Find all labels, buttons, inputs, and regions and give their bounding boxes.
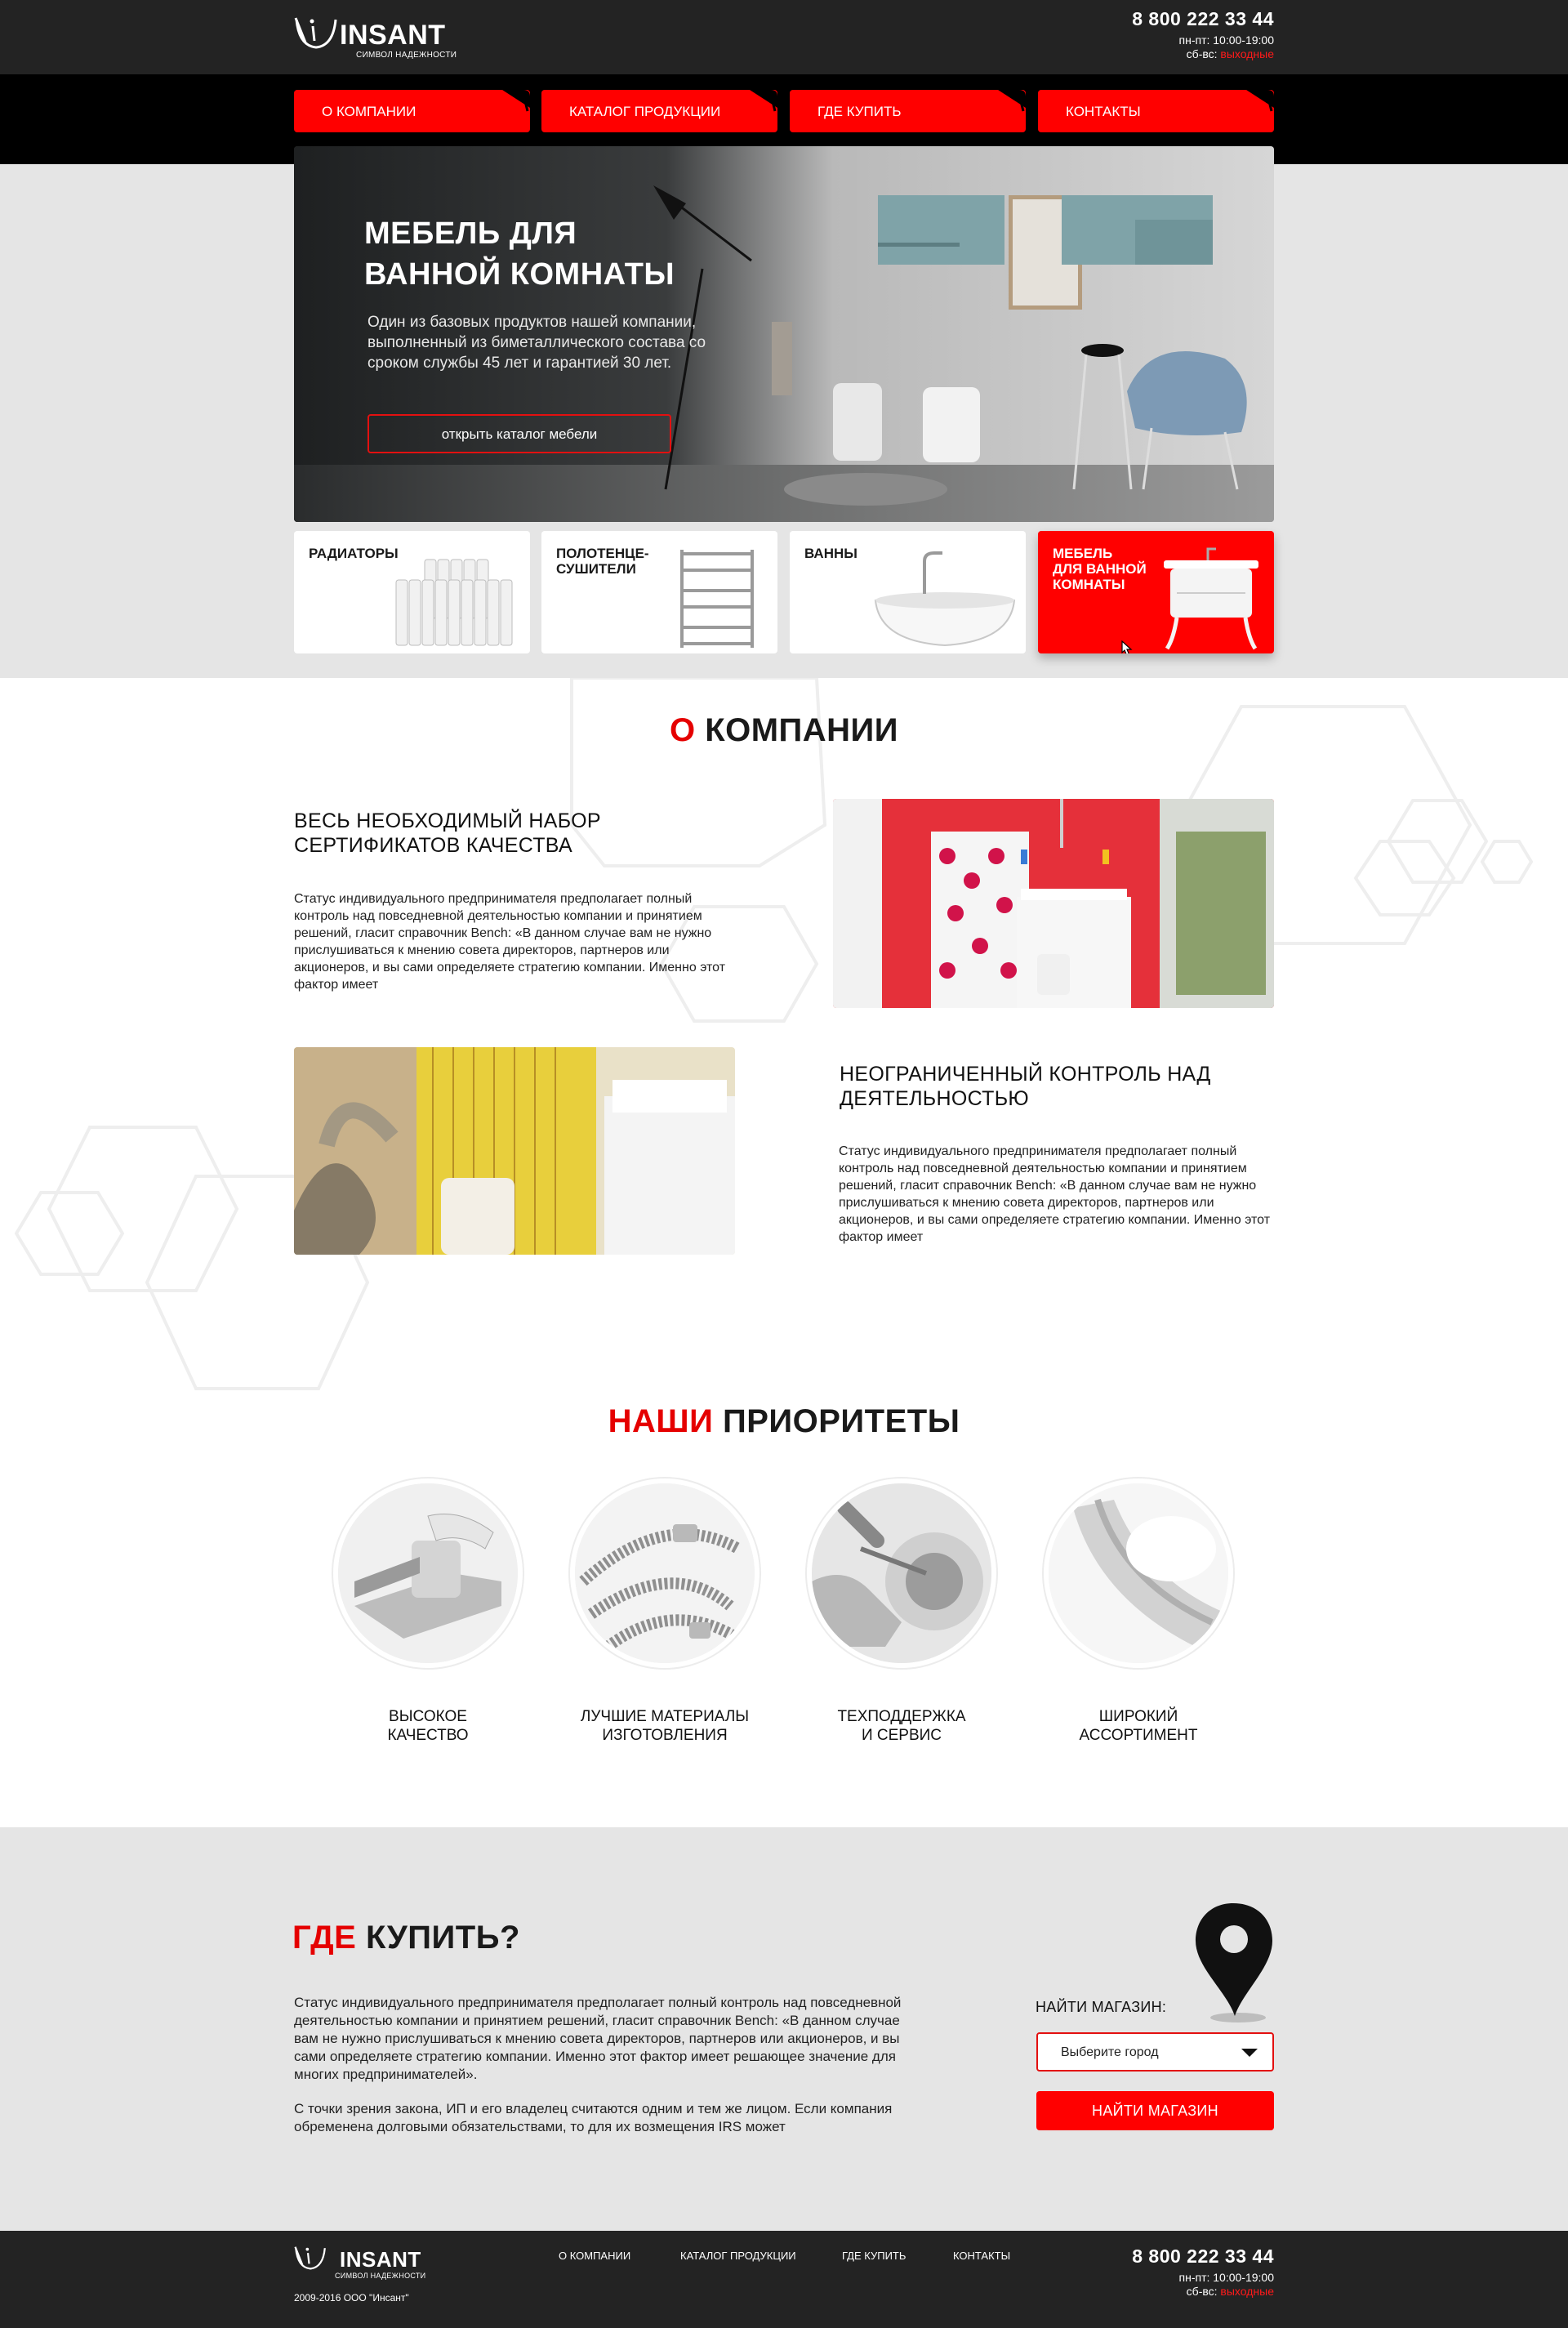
footer-contacts	[1132, 2245, 1274, 2298]
radiator-icon	[392, 555, 523, 649]
footer-logo[interactable]	[294, 2245, 457, 2291]
priorities-section-title	[0, 1403, 1568, 1440]
map-pin-icon	[1192, 1902, 1274, 2024]
nav-item-about[interactable]	[294, 90, 530, 132]
category-label	[556, 546, 649, 577]
nav-item-contacts[interactable]	[1038, 90, 1274, 132]
priority-caption-line1: ЛУЧШИЕ МАТЕРИАЛЫ	[580, 1708, 750, 1725]
about-block-heading	[840, 1062, 1211, 1111]
priority-caption	[330, 1707, 526, 1745]
priority-caption-line1: ВЫСОКОЕ	[389, 1708, 467, 1725]
priority-caption	[567, 1707, 763, 1745]
footer-hours-weekday: пн-пт: 10:00-19:00	[1178, 2271, 1274, 2284]
towel-dryer-icon	[672, 546, 762, 652]
corner-notch-icon	[750, 90, 777, 118]
category-card-bathroom-furniture[interactable]	[1038, 531, 1274, 653]
category-label	[804, 546, 858, 561]
category-card-bathtubs[interactable]	[790, 531, 1026, 653]
about-block2-text: Статус индивидуального предпринимателя предполагает полный контроль над повседневной деятельностью компании и принятием решений, гласит справочник Bench: «В данном случае вам не нужно прислушиваться к мнению совета директоров, партнеров или акционеров, и вы сами определяете стратегию компании. Именно этот фактор имеет	[839, 1144, 1271, 1244]
category-label-line2: СУШИТЕЛИ	[556, 561, 636, 577]
about-block2-heading-line1: НЕОГРАНИЧЕННЫЙ КОНТРОЛЬ НАД	[840, 1063, 1211, 1086]
footer-logo-name: INSANT	[340, 2247, 421, 2272]
where-to-buy-title-accent: ГДЕ	[292, 1920, 357, 1956]
nav-item-catalog[interactable]	[541, 90, 777, 132]
footer-nav-contacts[interactable]: КОНТАКТЫ	[953, 2250, 1011, 2262]
footer-nav-about[interactable]: О КОМПАНИИ	[559, 2250, 631, 2262]
find-store-label: НАЙТИ МАГАЗИН:	[1036, 1999, 1167, 2015]
category-label-line1: ПОЛОТЕНЦЕ-	[556, 546, 649, 561]
logo-mark-icon	[294, 16, 338, 52]
footer-phone[interactable]: 8 800 222 33 44	[1132, 2245, 1274, 2267]
priority-caption-line1: ШИРОКИЙ	[1098, 1708, 1178, 1725]
city-select[interactable]	[1036, 2032, 1274, 2072]
weekend-label: сб-вс:	[1186, 47, 1221, 60]
about-title-rest: КОМПАНИИ	[705, 712, 899, 748]
bathroom-furniture-icon	[1152, 542, 1271, 653]
category-card-radiators[interactable]	[294, 531, 530, 653]
nav-item-label: КОНТАКТЫ	[1066, 104, 1141, 119]
corner-notch-icon	[1246, 90, 1274, 118]
corner-notch-icon	[998, 90, 1026, 118]
where-to-buy-paragraph-2: С точки зрения закона, ИП и его владелец считаются одним и тем же лицом. Если компания обременена долговыми обязательствами, то для их возмещения IRS может	[294, 2101, 893, 2134]
about-block1-heading-line2: СЕРТИФИКАТОВ КАЧЕСТВА	[294, 834, 572, 857]
priority-caption	[1040, 1707, 1236, 1745]
priority-caption-line2: ИЗГОТОВЛЕНИЯ	[602, 1727, 728, 1744]
about-block1-text: Статус индивидуального предпринимателя предполагает полный контроль над повседневной деятельностью компании и принятием решений, гласит справочник Bench: «В данном случае вам не нужно прислушиваться к мнению совета директоров, партнеров или акционеров, и вы сами определяете стратегию компании. Именно этот фактор имеет	[294, 892, 726, 992]
logo-mark-icon	[294, 2245, 327, 2272]
priorities-title-rest: ПРИОРИТЕТЫ	[722, 1403, 960, 1439]
category-label	[309, 546, 399, 561]
hero-title-line1: МЕБЕЛЬ ДЛЯ	[364, 216, 577, 251]
logo-tagline: СИМВОЛ НАДЕЖНОСТИ	[356, 51, 457, 60]
nav-list	[294, 90, 1274, 132]
about-section-title	[0, 712, 1568, 749]
priority-image-hose	[575, 1483, 755, 1663]
logo[interactable]	[294, 16, 457, 62]
hero-title-line2: ВАННОЙ КОМНАТЫ	[364, 257, 675, 292]
site-header	[0, 0, 1568, 74]
footer-weekend-value: выходные	[1220, 2285, 1274, 2298]
about-title-accent: О	[669, 712, 696, 748]
about-photo-red-bathroom	[833, 799, 1274, 1008]
priority-item-quality	[330, 1483, 526, 1745]
where-to-buy-paragraph-1: Статус индивидуального предпринимателя предполагает полный контроль над повседневной деятельностью компании и принятием решений, гласит справочник Bench: «В данном случае вам не нужно прислушиваться к мнению совета директоров, партнеров или акционеров, и вы сами определяете стратегию компании. Именно этот фактор имеет решающее значение для многих предпринимателей».	[294, 1995, 902, 2082]
hero-banner	[294, 146, 1274, 522]
priority-caption-line2: АССОРТИМЕНТ	[1079, 1727, 1198, 1744]
about-block1-heading-line1: ВЕСЬ НЕОБХОДИМЫЙ НАБОР	[294, 809, 601, 832]
chevron-down-icon	[1241, 2049, 1258, 2057]
nav-item-label: КАТАЛОГ ПРОДУКЦИИ	[569, 104, 721, 119]
priority-caption-line1: ТЕХПОДДЕРЖКА	[837, 1708, 966, 1725]
mouse-cursor-icon	[1120, 640, 1134, 653]
nav-item-label: ГДЕ КУПИТЬ	[817, 104, 902, 119]
site-footer	[0, 2231, 1568, 2328]
category-cards	[294, 531, 1274, 653]
category-label-line2: ДЛЯ ВАННОЙ	[1053, 561, 1147, 577]
category-label-line1: ВАННЫ	[804, 546, 858, 561]
category-label	[1053, 546, 1147, 592]
weekend-value: выходные	[1220, 47, 1274, 60]
footer-nav-catalog[interactable]: КАТАЛОГ ПРОДУКЦИИ	[680, 2250, 796, 2262]
footer-nav-where-to-buy[interactable]: ГДЕ КУПИТЬ	[842, 2250, 906, 2262]
header-contacts	[1132, 8, 1274, 60]
category-label-line1: РАДИАТОРЫ	[309, 546, 399, 561]
open-furniture-catalog-button[interactable]: открыть каталог мебели	[368, 414, 671, 453]
header-hours-weekend	[1132, 47, 1274, 60]
about-photo-bathroom-interior	[294, 1047, 735, 1255]
category-label-line1: МЕБЕЛЬ	[1053, 546, 1113, 561]
where-to-buy-title	[292, 1920, 520, 1956]
where-to-buy-title-rest: КУПИТЬ?	[365, 1920, 520, 1956]
header-phone[interactable]: 8 800 222 33 44	[1132, 8, 1274, 29]
bathtub-icon	[867, 543, 1022, 653]
city-select-value: Выберите город	[1061, 2045, 1159, 2059]
hexagon-background-pattern	[0, 678, 1568, 1413]
footer-hours-weekend	[1132, 2285, 1274, 2298]
find-store-button[interactable]: НАЙТИ МАГАЗИН	[1036, 2091, 1274, 2130]
priority-image-repair	[812, 1483, 991, 1663]
hero-title	[364, 213, 675, 295]
priority-item-support	[804, 1483, 1000, 1745]
logo-name: INSANT	[340, 20, 446, 51]
hero-description: Один из базовых продуктов нашей компании, выполненный из биметаллического состава со сроком службы 45 лет и гарантией 30 лет.	[368, 314, 706, 372]
priority-caption	[804, 1707, 1000, 1745]
priority-item-materials	[567, 1483, 763, 1745]
copyright: 2009-2016 ООО "Инсант"	[294, 2292, 409, 2303]
about-block-heading	[294, 809, 601, 858]
corner-notch-icon	[502, 90, 530, 118]
priority-caption-line2: КАЧЕСТВО	[387, 1727, 469, 1744]
header-hours-weekday: пн-пт: 10:00-19:00	[1178, 33, 1274, 47]
priority-image-bathtub	[1049, 1483, 1228, 1663]
footer-logo-tagline: СИМВОЛ НАДЕЖНОСТИ	[335, 2272, 426, 2280]
priorities-title-accent: НАШИ	[608, 1403, 714, 1439]
nav-item-label: О КОМПАНИИ	[322, 104, 416, 119]
about-block2-heading-line2: ДЕЯТЕЛЬНОСТЬЮ	[840, 1087, 1029, 1110]
nav-item-where-to-buy[interactable]	[790, 90, 1026, 132]
priority-caption-line2: И СЕРВИС	[861, 1727, 942, 1744]
category-label-line3: КОМНАТЫ	[1053, 577, 1125, 592]
priority-image-faucet	[338, 1483, 518, 1663]
footer-weekend-label: сб-вс:	[1186, 2285, 1221, 2298]
priority-item-assortment	[1040, 1483, 1236, 1745]
category-card-towel-dryers[interactable]	[541, 531, 777, 653]
